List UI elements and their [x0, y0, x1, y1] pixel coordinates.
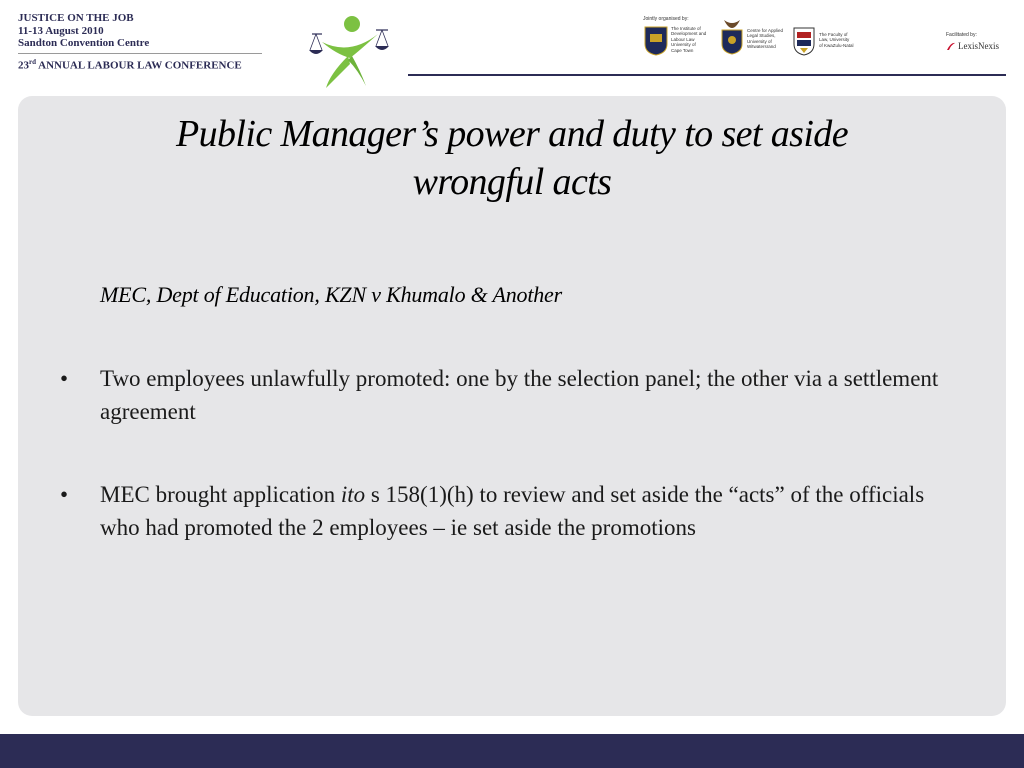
conference-title: JUSTICE ON THE JOB	[18, 12, 134, 24]
wits-name	[747, 28, 783, 50]
ukzn-crest-icon	[792, 26, 816, 56]
uct-name	[671, 26, 706, 53]
facilitated-by-label: Facilitated by:	[946, 32, 977, 38]
uct-name-line: Development and	[671, 31, 707, 37]
conference-venue: Sandton Convention Centre	[18, 37, 150, 49]
bullet-item	[60, 478, 960, 544]
slide-title-line-2: wrongful acts	[412, 161, 612, 203]
footer-bar	[0, 734, 1024, 768]
lexisnexis-swoosh-icon	[946, 41, 956, 51]
wits-name-line: Centre for Applied	[747, 28, 784, 33]
uct-name-line: The Institute of	[671, 26, 701, 31]
ukzn-name	[819, 32, 854, 48]
bullet-dot: •	[60, 482, 69, 507]
organiser-wits	[720, 18, 783, 56]
ukzn-name-line: of KwaZulu-Natal	[819, 42, 854, 48]
edition-text: ANNUAL LABOUR LAW CONFERENCE	[36, 59, 242, 72]
organiser-ukzn	[792, 26, 854, 56]
wits-name-line: Witwatersrand	[747, 44, 776, 50]
uct-name-line: Labour Law	[671, 36, 695, 42]
uct-crest-icon	[644, 26, 668, 56]
case-name: MEC, Dept of Education, KZN v Khumalo & Another	[100, 282, 562, 307]
bullet-item	[60, 362, 960, 428]
bullet-text-end: s 158(1)(h) to review and set aside the “acts” of the officials who had promoted the 2 employees – ie set aside the promotions	[100, 482, 925, 540]
ukzn-name-line: Law, University	[819, 37, 850, 43]
slide-title-line-1: Public Manager’s power and duty to set aside	[176, 113, 848, 155]
conference-dates: 11-13 August 2010	[18, 24, 104, 37]
ukzn-name-line: The Faculty of	[819, 32, 848, 37]
edition-suffix: rd	[29, 57, 36, 66]
conference-edition	[18, 56, 262, 73]
conference-divider	[18, 53, 262, 54]
wits-name-line: University of	[747, 38, 772, 44]
bullet-text-start: MEC brought application	[100, 482, 341, 507]
edition-number: 23	[18, 59, 29, 72]
bullet-text-italic-ito: ito	[340, 482, 366, 507]
justice-scales-logo-icon	[308, 12, 392, 90]
slide-header	[0, 0, 1024, 92]
organised-by-label: Jointly organised by:	[643, 16, 689, 22]
bullet-text	[100, 478, 960, 544]
lexisnexis-logo	[946, 41, 999, 51]
bullet-dot: •	[60, 366, 69, 391]
wits-crest-icon	[720, 18, 744, 56]
uct-name-line: Cape Town	[671, 47, 694, 53]
uct-name-line: University of	[671, 42, 696, 48]
conference-info	[18, 12, 262, 72]
bullet-text: Two employees unlawfully promoted: one by the selection panel; the other via a settlement agreement	[100, 366, 939, 424]
lexisnexis-name: LexisNexis	[958, 41, 999, 51]
header-divider	[408, 74, 1006, 76]
wits-name-line: Legal Studies,	[747, 33, 776, 39]
organiser-uct	[644, 26, 706, 56]
slide-title	[60, 110, 964, 206]
